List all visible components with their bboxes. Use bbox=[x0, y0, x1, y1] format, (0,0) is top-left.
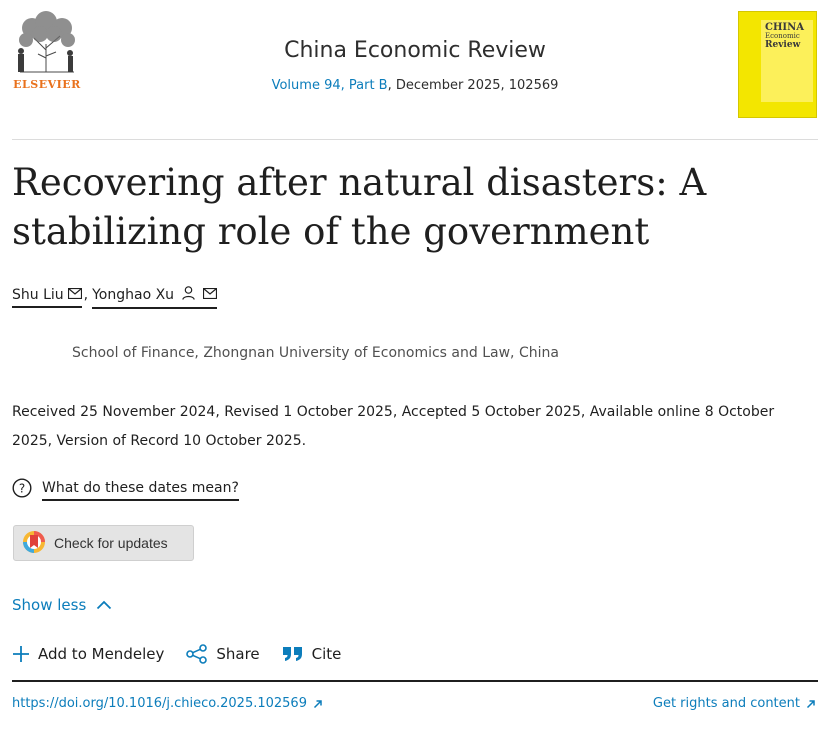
header-divider bbox=[12, 139, 818, 140]
cite-label: Cite bbox=[311, 645, 342, 663]
cover-title-line1: CHINA bbox=[765, 22, 804, 33]
dates-help[interactable] bbox=[12, 478, 239, 502]
dates-help-link[interactable]: What do these dates mean? bbox=[42, 480, 239, 501]
author-name: Shu Liu bbox=[12, 287, 64, 303]
doi-link[interactable] bbox=[12, 696, 323, 711]
share-button[interactable] bbox=[186, 644, 259, 664]
affiliation: School of Finance, Zhongnan University of Economics and Law, China bbox=[72, 345, 559, 361]
cover-title-line2: Economic bbox=[765, 32, 800, 40]
author-link[interactable] bbox=[92, 286, 217, 309]
actions-divider bbox=[12, 680, 818, 682]
author-name: Yonghao Xu bbox=[92, 287, 175, 303]
cite-button[interactable] bbox=[282, 645, 342, 663]
article-dates: Received 25 November 2024, Revised 1 October 2025, Accepted 5 October 2025, Available online 8 October 2025, Version of Record 10 October 2025. bbox=[12, 404, 775, 449]
check-for-updates-label: Check for updates bbox=[54, 535, 168, 551]
chevron-up-icon bbox=[96, 600, 112, 610]
external-link-icon bbox=[313, 699, 323, 709]
add-to-mendeley-button[interactable] bbox=[12, 645, 164, 663]
publisher-name: ELSEVIER bbox=[13, 78, 81, 91]
crossmark-icon bbox=[22, 530, 46, 557]
author-link[interactable] bbox=[12, 287, 82, 308]
journal-title[interactable]: China Economic Review bbox=[284, 38, 546, 63]
show-less-toggle[interactable] bbox=[12, 596, 112, 614]
journal-cover-image[interactable] bbox=[738, 11, 817, 118]
check-for-updates-button[interactable] bbox=[13, 525, 194, 561]
tree-of-knowledge-icon bbox=[10, 10, 84, 76]
elsevier-logo[interactable] bbox=[10, 10, 84, 92]
quote-icon bbox=[282, 646, 304, 662]
share-icon bbox=[186, 644, 208, 664]
journal-issue bbox=[160, 78, 670, 93]
envelope-icon bbox=[203, 287, 217, 303]
cover-panel bbox=[761, 20, 813, 102]
author-separator: , bbox=[83, 287, 89, 303]
article-title: Recovering after natural disasters: A stabilizing role of the government bbox=[12, 161, 707, 253]
rights-and-content-link[interactable] bbox=[653, 696, 816, 711]
issue-details: , December 2025, 102569 bbox=[387, 78, 559, 93]
person-icon bbox=[182, 286, 195, 304]
share-label: Share bbox=[216, 645, 260, 663]
svg-text:?: ? bbox=[18, 481, 26, 496]
volume-link[interactable]: Volume 94, Part B bbox=[271, 78, 388, 93]
external-link-icon bbox=[806, 699, 816, 709]
author-list bbox=[12, 286, 217, 309]
add-to-mendeley-label: Add to Mendeley bbox=[38, 645, 165, 663]
cover-title-line3: Review bbox=[765, 40, 801, 50]
plus-icon bbox=[12, 645, 30, 663]
question-circle-icon bbox=[12, 478, 32, 502]
envelope-icon bbox=[68, 287, 82, 303]
rights-text: Get rights and content bbox=[652, 696, 800, 711]
doi-text: https://doi.org/10.1016/j.chieco.2025.102569 bbox=[12, 696, 307, 711]
show-less-label: Show less bbox=[12, 596, 87, 614]
article-actions bbox=[12, 644, 363, 664]
